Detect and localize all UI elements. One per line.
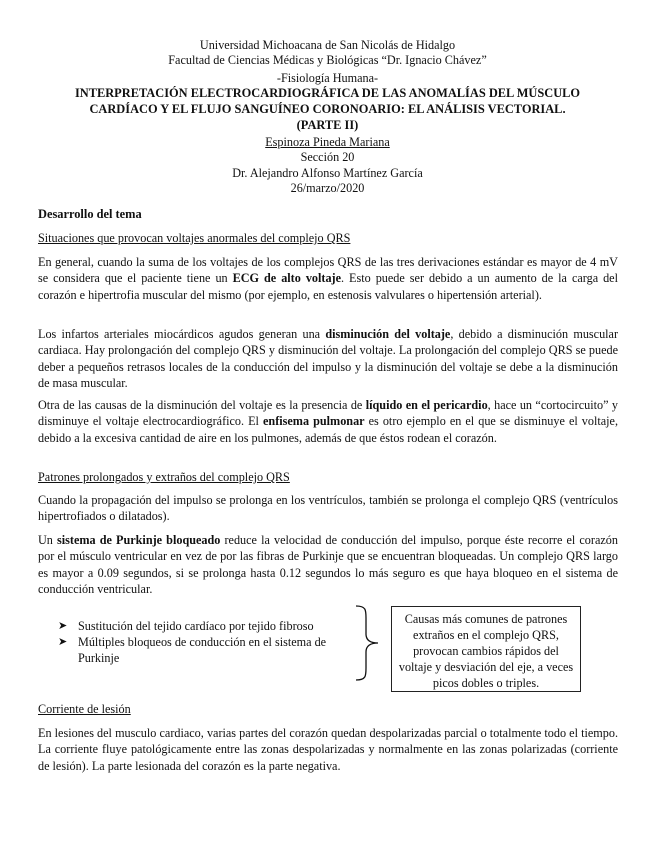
arrow-bullet-icon: ➤ xyxy=(58,619,68,632)
arrow-bullet-icon: ➤ xyxy=(58,635,68,648)
section-title-prolonged-patterns: Patrones prolongados y extraños del complejo QRS xyxy=(38,470,290,484)
causes-bullet-list xyxy=(58,618,348,666)
paragraph-pericardial-fluid: Otra de las causas de la disminución del voltaje es la presencia de líquido en el pericardio, hace un “cortocircuito” y disminuye el voltaje electrocardiográfico. El enfisema pulmonar es otro ejemplo en el que se disminuye el voltaje, debido a la excesiva cantidad de aire en los pulmones, además de que éstos rodean el corazón. xyxy=(38,398,619,445)
title-line-2: CARDÍACO Y EL FLUJO SANGUÍNEO CORONOARIO: EL ANÁLISIS VECTORIAL. xyxy=(89,102,566,116)
list-item: ➤ Múltiples bloqueos de conducción en el sistema de Purkinje xyxy=(58,635,327,665)
paragraph-injury-current: En lesiones del musculo cardiaco, varias partes del corazón quedan despolarizadas parcial o totalmente todo el tiempo. La corriente fluye patológicamente entre las zonas despolarizadas y normalmente en las zonas polarizadas (corriente de lesión). La parte lesionada del corazón es la parte negativa. xyxy=(38,726,618,773)
paragraph-voltage-decrease: Los infartos arteriales miocárdicos agudos generan una disminución del voltaje, debido a disminución muscular cardiaca. Hay prolongación del complejo QRS y disminución del voltaje. La prolongación del complejo QRS se puede deber a pequeños retrasos locales de la conducción del impulso y la disminución del voltaje se debe a la disminución de masa muscular. xyxy=(38,327,619,390)
section-title-abnormal-voltages: Situaciones que provocan voltajes anormales del complejo QRS xyxy=(38,231,351,245)
author-name: Espinoza Pineda Mariana xyxy=(265,135,390,149)
course-name: -Fisiología Humana- xyxy=(276,71,379,85)
university-name: Universidad Michoacana de San Nicolás de Hidalgo xyxy=(199,38,456,52)
development-heading: Desarrollo del tema xyxy=(38,207,142,221)
right-brace-icon xyxy=(352,604,382,682)
causes-summary-box: Causas más comunes de patrones extraños en el complejo QRS, provocan cambios rápidos del voltaje y desviación del eje, a veces picos dobles o triples. xyxy=(391,606,581,692)
title-line-3: (PARTE II) xyxy=(296,118,359,132)
paragraph-purkinje-block: Un sistema de Purkinje bloqueado reduce la velocidad de conducción del impulso, porque éste recorre el corazón por el músculo ventricular en vez de por las fibras de Purkinje que se encuentran bloqueadas. Un complejo QRS largo es mayor a 0.09 segundos, si se prolonga hasta 0.12 segundos lo más seguro es que haya bloqueo en el sistema de conducción ventricular. xyxy=(38,533,618,596)
teacher-name: Dr. Alejandro Alfonso Martínez García xyxy=(232,166,423,180)
paragraph-ventricles: Cuando la propagación del impulso se prolonga en los ventrículos, también se prolonga el complejo QRS (ventrículos hipertrofiados o dilatados). xyxy=(38,493,618,524)
section-number: Sección 20 xyxy=(300,150,355,164)
paragraph-high-voltage: En general, cuando la suma de los voltajes de los complejos QRS de las tres derivaciones estándar es mayor de 4 mV se considera que el paciente tiene un ECG de alto voltaje. Esto puede ser debido a un aumento de la carga del corazón e hipertrofia muscular del mismo (por ejemplo, en estenosis valvulares o hipertensión arterial). xyxy=(38,255,618,302)
section-title-injury-current: Corriente de lesión xyxy=(38,702,131,716)
faculty-name: Facultad de Ciencias Médicas y Biológicas “Dr. Ignacio Chávez” xyxy=(168,53,487,67)
title-line-1: INTERPRETACIÓN ELECTROCARDIOGRÁFICA DE LAS ANOMALÍAS DEL MÚSCULO xyxy=(74,86,581,100)
list-item: ➤ Sustitución del tejido cardíaco por tejido fibroso xyxy=(58,619,314,633)
document-date: 26/marzo/2020 xyxy=(290,181,365,195)
